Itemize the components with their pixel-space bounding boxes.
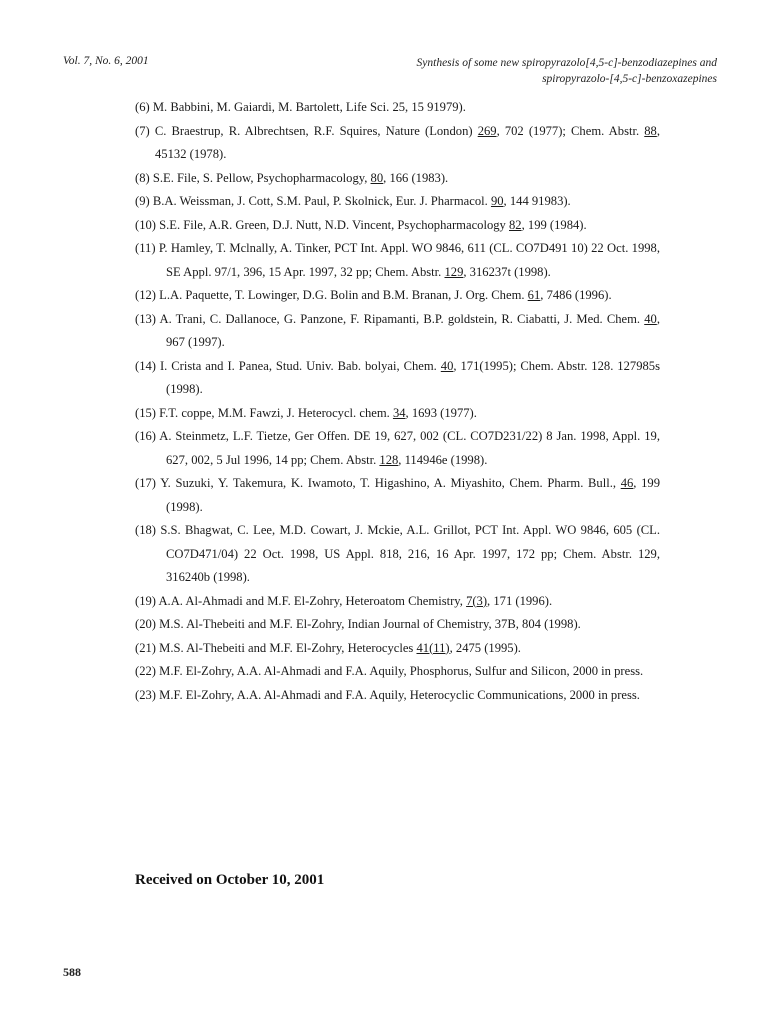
reference-item: (10) S.E. File, A.R. Green, D.J. Nutt, N.D. Vincent, Psychopharmacology 82, 199 (1984). [135, 217, 587, 232]
reference-list [135, 96, 660, 707]
reference-item: (19) A.A. Al-Ahmadi and M.F. El-Zohry, Heteroatom Chemistry, 7(3), 171 (1996). [135, 593, 553, 608]
reference-item: (16) A. Steinmetz, L.F. Tietze, Ger Offen. DE 19, 627, 002 (CL. CO7D231/22) 8 Jan. 1998, Appl. 19, 627, 002, 5 Jul 1996, 14 pp; Chem. Abstr. 128, 114946e (1998). [135, 429, 660, 467]
running-header-title-line2: spiropyrazolo-[4,5-c]-benzoxazepines [542, 73, 717, 85]
reference-item: (15) F.T. coppe, M.M. Fawzi, J. Heterocycl. chem. 34, 1693 (1977). [135, 405, 477, 420]
reference-item: (8) S.E. File, S. Pellow, Psychopharmacology, 80, 166 (1983). [135, 170, 449, 185]
reference-item: (12) L.A. Paquette, T. Lowinger, D.G. Bolin and B.M. Branan, J. Org. Chem. 61, 7486 (1996). [135, 288, 612, 302]
received-date: Received on October 10, 2001 [135, 872, 325, 888]
reference-item: (18) S.S. Bhagwat, C. Lee, M.D. Cowart, J. Mckie, A.L. Grillot, PCT Int. Appl. WO 9846, 605 (CL. CO7D471/04) 22 Oct. 1998, US Appl. 818, 216, 16 Apr. 1997, 172 pp; Chem. Abstr. 129, 316240b (1998). [135, 523, 661, 584]
reference-item: (23) M.F. El-Zohry, A.A. Al-Ahmadi and F.A. Aquily, Heterocyclic Communications, 2000 in press. [135, 687, 640, 702]
reference-item: (13) A. Trani, C. Dallanoce, G. Panzone, F. Ripamanti, B.P. goldstein, R. Ciabatti, J. Med. Chem. 40, 967 (1997). [135, 311, 660, 349]
reference-item: (14) I. Crista and I. Panea, Stud. Univ. Bab. bolyai, Chem. 40, 171(1995); Chem. Abstr. 128. 127985s (1998). [135, 358, 660, 396]
reference-item: (9) B.A. Weissman, J. Cott, S.M. Paul, P. Skolnick, Eur. J. Pharmacol. 90, 144 91983). [135, 194, 571, 208]
reference-item: (6) M. Babbini, M. Gaiardi, M. Bartolett, Life Sci. 25, 15 91979). [135, 100, 466, 114]
reference-item: (7) C. Braestrup, R. Albrechtsen, R.F. Squires, Nature (London) 269, 702 (1977); Chem. Abstr. 88, 45132 (1978). [135, 123, 660, 161]
reference-item: (20) M.S. Al-Thebeiti and M.F. El-Zohry, Indian Journal of Chemistry, 37B, 804 (1998). [135, 617, 581, 631]
page-number: 588 [63, 965, 81, 979]
reference-item: (11) P. Hamley, T. Mclnally, A. Tinker, PCT Int. Appl. WO 9846, 611 (CL. CO7D491 10) 22 Oct. 1998, SE Appl. 97/1, 396, 15 Apr. 1997, 32 pp; Chem. Abstr. 129, 316237t (1998). [135, 241, 660, 279]
running-header-volume: Vol. 7, No. 6, 2001 [63, 55, 149, 67]
running-header-title [297, 55, 717, 87]
reference-item: (17) Y. Suzuki, Y. Takemura, K. Iwamoto, T. Higashino, A. Miyashito, Chem. Pharm. Bull., 46, 199 (1998). [135, 476, 661, 514]
running-header-title-line1: Synthesis of some new spiropyrazolo[4,5-c]-benzodiazepines and [416, 57, 717, 69]
reference-item: (22) M.F. El-Zohry, A.A. Al-Ahmadi and F.A. Aquily, Phosphorus, Sulfur and Silicon, 2000 in press. [135, 664, 644, 678]
reference-item: (21) M.S. Al-Thebeiti and M.F. El-Zohry, Heterocycles 41(11), 2475 (1995). [135, 640, 521, 655]
